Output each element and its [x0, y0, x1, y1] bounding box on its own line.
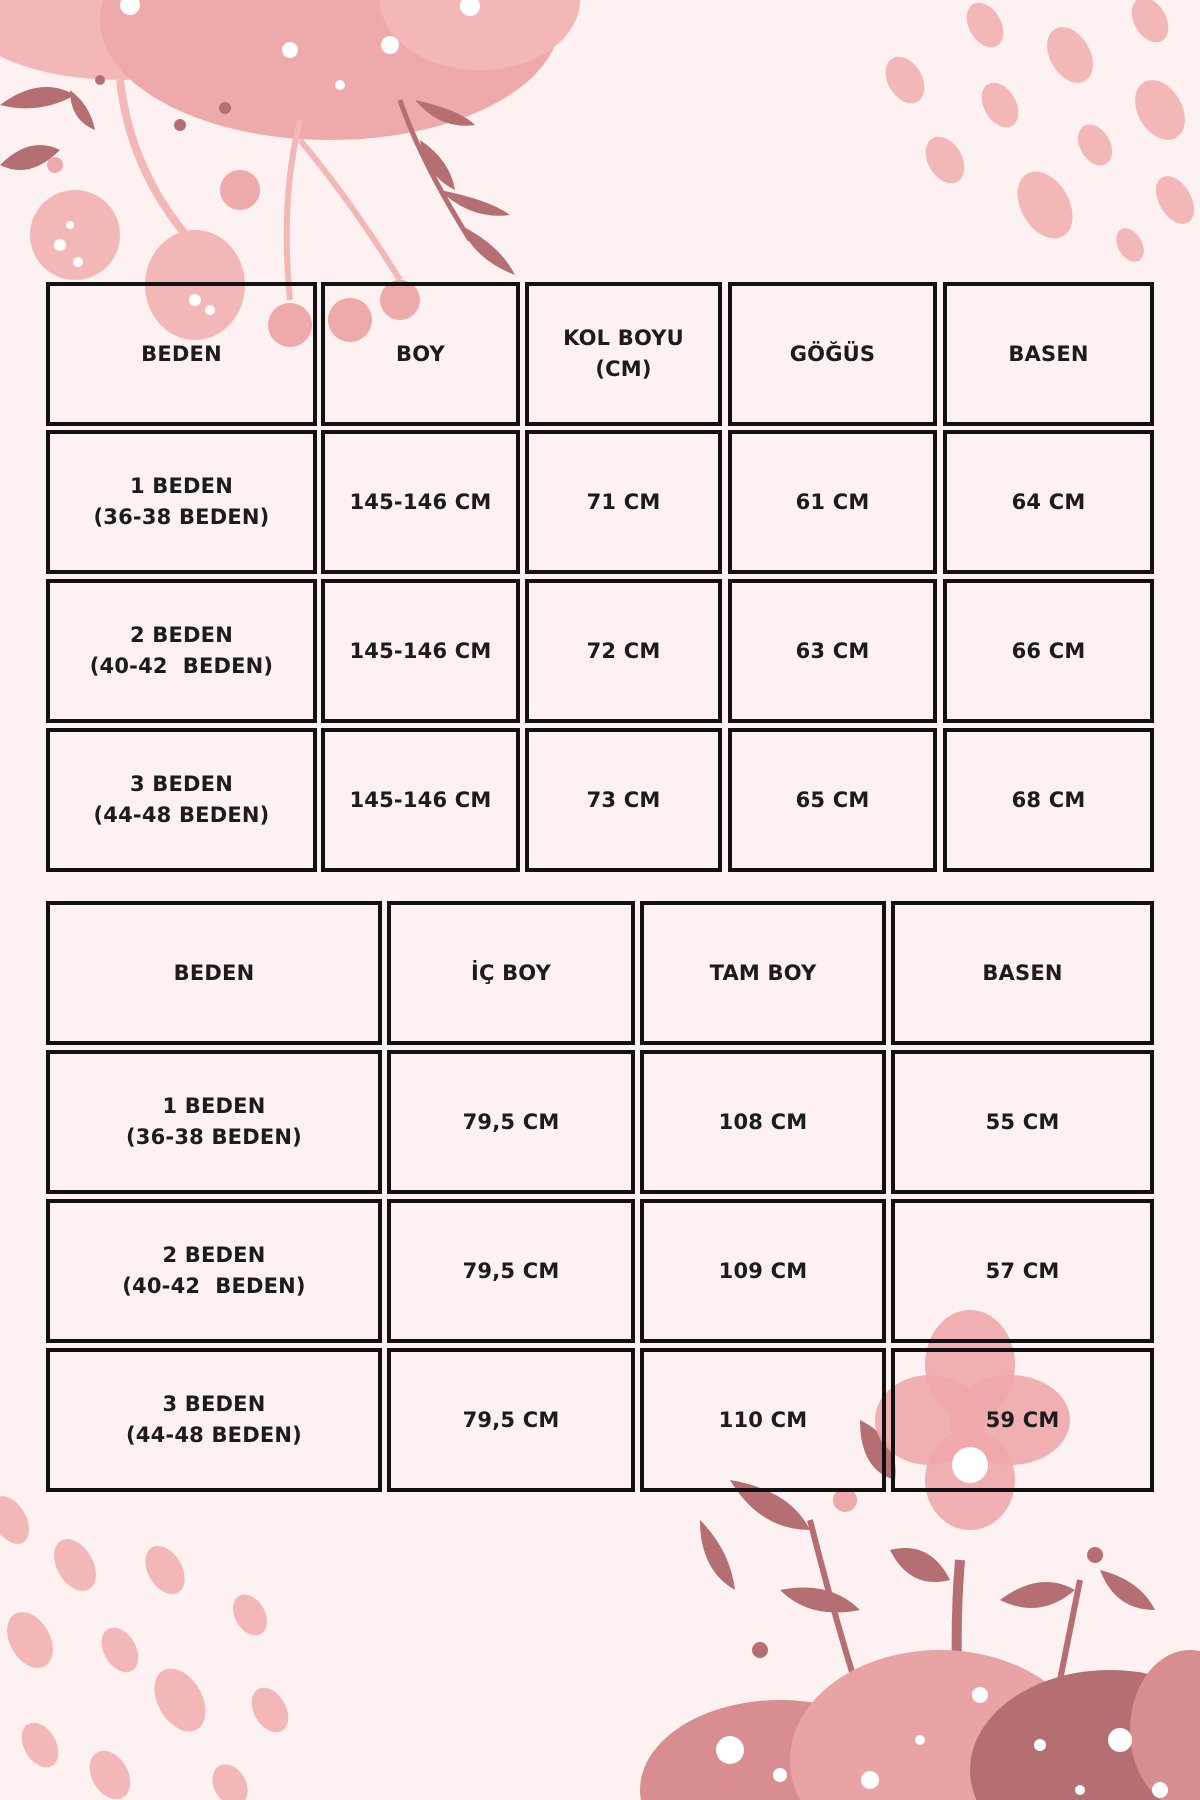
cell-value: 64 CM [1011, 489, 1086, 514]
table-top-cell [525, 728, 722, 872]
table-top-header-cell [525, 282, 722, 426]
table-bottom-header-cell [387, 901, 635, 1045]
table-bottom-cell [891, 1050, 1154, 1194]
table-top-header-cell [943, 282, 1154, 426]
table-top-cell [943, 728, 1154, 872]
table-bottom-cell [387, 1348, 635, 1492]
table-bottom-cell [46, 1199, 382, 1343]
table-bottom-cell [46, 1050, 382, 1194]
table-top-cell [728, 430, 937, 574]
cell-value: 68 CM [1011, 787, 1086, 812]
cell-value: 71 CM [586, 489, 661, 514]
cell-value: 73 CM [586, 787, 661, 812]
table-top-cell [46, 579, 317, 723]
header-label: BASEN [1008, 341, 1089, 366]
cell-value: 57 CM [985, 1258, 1060, 1283]
table-top-cell [321, 579, 520, 723]
table-top-cell [321, 728, 520, 872]
cell-value: 79,5 CM [462, 1407, 560, 1432]
table-top-cell [525, 579, 722, 723]
table-top-header-cell [46, 282, 317, 426]
table-bottom-cell [640, 1050, 886, 1194]
table-bottom-cell [387, 1199, 635, 1343]
table-bottom-cell [640, 1199, 886, 1343]
cell-value: 109 CM [718, 1258, 808, 1283]
cell-value: 59 CM [985, 1407, 1060, 1432]
cell-value: 3 BEDEN (44-48 BEDEN) [93, 772, 270, 827]
header-label: BEDEN [173, 960, 255, 985]
cell-value: 63 CM [795, 638, 870, 663]
cell-value: 1 BEDEN (36-38 BEDEN) [126, 1094, 302, 1149]
table-top-cell [46, 430, 317, 574]
table-top-cell [728, 728, 937, 872]
table-top-cell [321, 430, 520, 574]
cell-value: 3 BEDEN (44-48 BEDEN) [126, 1392, 302, 1447]
cell-value: 61 CM [795, 489, 870, 514]
table-top-cell [525, 430, 722, 574]
header-label: GÖĞÜS [789, 341, 876, 366]
cell-value: 2 BEDEN (40-42 BEDEN) [122, 1243, 306, 1298]
cell-value: 2 BEDEN (40-42 BEDEN) [89, 623, 274, 678]
table-bottom-cell [891, 1348, 1154, 1492]
table-bottom-cell [891, 1199, 1154, 1343]
cell-value: 1 BEDEN (36-38 BEDEN) [93, 474, 270, 529]
table-top-cell [943, 579, 1154, 723]
header-label: İÇ BOY [470, 960, 552, 985]
cell-value: 65 CM [795, 787, 870, 812]
table-bottom-header-cell [640, 901, 886, 1045]
header-label: TAM BOY [709, 960, 817, 985]
cell-value: 145-146 CM [349, 489, 492, 514]
table-top-cell [943, 430, 1154, 574]
cell-value: 72 CM [586, 638, 661, 663]
table-bottom-cell [387, 1050, 635, 1194]
cell-value: 79,5 CM [462, 1109, 560, 1134]
table-bottom-header-cell [46, 901, 382, 1045]
cell-value: 66 CM [1011, 638, 1086, 663]
table-bottom-cell [640, 1348, 886, 1492]
table-top-cell [728, 579, 937, 723]
header-label: BASEN [982, 960, 1063, 985]
table-top-cell [46, 728, 317, 872]
table-bottom-header-cell [891, 901, 1154, 1045]
header-label: KOL BOYU (CM) [563, 326, 684, 381]
cell-value: 110 CM [718, 1407, 808, 1432]
header-label: BOY [396, 341, 445, 366]
header-label: BEDEN [141, 341, 222, 366]
table-bottom-cell [46, 1348, 382, 1492]
table-top-header-cell [728, 282, 937, 426]
cell-value: 55 CM [985, 1109, 1060, 1134]
cell-value: 79,5 CM [462, 1258, 560, 1283]
cell-value: 108 CM [718, 1109, 808, 1134]
cell-value: 145-146 CM [349, 638, 492, 663]
table-top-header-cell [321, 282, 520, 426]
cell-value: 145-146 CM [349, 787, 492, 812]
